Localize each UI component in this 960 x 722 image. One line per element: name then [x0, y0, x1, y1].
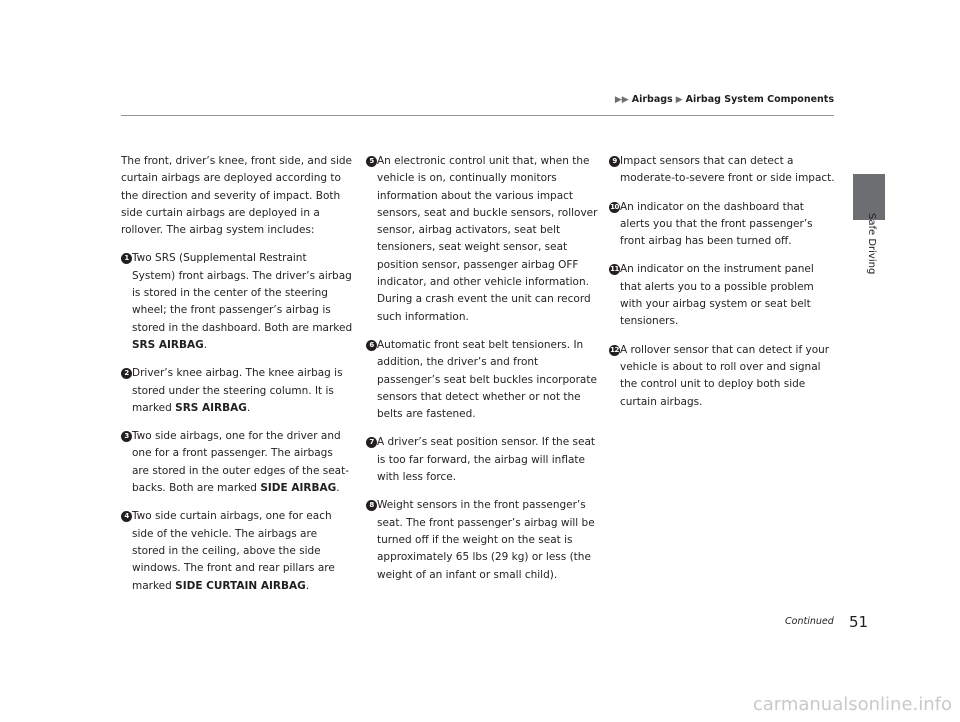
number-badge-icon: 10	[610, 202, 619, 211]
number-badge-icon: 3	[121, 431, 132, 442]
list-item: 10 An indicator on the dashboard that alerts you that the front passenger’s front airbag has been turned off.	[610, 200, 813, 248]
list-item: 4 Two side curtain airbags, one for each side of the vehicle. The airbags are stored in the ceiling, above the side windows. The front and rear pillars are marked SIDE CURTAIN AIRBAG.	[121, 508, 353, 594]
list-item: 5 An electronic control unit that, when the vehicle is on, continually monitors information about the various impact sensors, seat and buckle sensors, rollover sensor, airbag activators, seat belt tensioners, seat weight sensor, seat position sensor, passenger airbag OFF indicator, and other vehicle information. During a crash event the unit can record such information.	[366, 153, 598, 326]
list-item: 7 A driver’s seat position sensor. If the seat is too far forward, the airbag will inflate with less force.	[366, 434, 598, 486]
number-badge-icon: 7	[366, 437, 377, 448]
list-item: 12 A rollover sensor that can detect if your vehicle is about to roll over and signal the control unit to deploy both side curtain airbags.	[610, 343, 830, 408]
list-item: 8 Weight sensors in the front passenger’s seat. The front passenger’s airbag will be turned off if the weight on the seat is approximately 65 lbs (29 kg) or less (the weight of an infant or small child).	[366, 497, 598, 583]
number-badge-icon: 1	[121, 253, 132, 264]
number-badge-icon: 2	[121, 368, 132, 379]
column-2	[366, 153, 598, 595]
section-tab-label: Safe Driving	[866, 213, 877, 275]
number-badge-icon: 5	[366, 156, 377, 167]
number-badge-icon: 4	[121, 511, 132, 522]
number-badge-icon: 8	[366, 500, 377, 511]
breadcrumb	[615, 94, 834, 105]
header-rule	[121, 115, 834, 116]
breadcrumb-airbags-link[interactable]: Airbags	[631, 94, 673, 105]
watermark: carmanualsonline.info	[752, 694, 952, 715]
list-item: 3 Two side airbags, one for the driver and one for a front passenger. The airbags are stored in the outer edges of the seat-backs. Both are marked SIDE AIRBAG.	[121, 428, 353, 497]
continued-label: Continued	[785, 616, 834, 627]
breadcrumb-components-link[interactable]: Airbag System Components	[685, 94, 834, 105]
intro-paragraph: The front, driver’s knee, front side, and side curtain airbags are deployed according to the direction and severity of impact. Both side curtain airbags are deployed in a rollover. The airbag system includes:	[121, 155, 352, 237]
number-badge-icon: 12	[610, 345, 619, 354]
breadcrumb-arrow-icon: ▶	[675, 94, 683, 105]
list-item: 11 An indicator on the instrument panel that alerts you to a possible problem with your airbag system or seat belt tensioners.	[610, 263, 814, 328]
number-badge-icon: 9	[609, 156, 620, 167]
page-number: 51	[849, 613, 869, 631]
number-badge-icon: 6	[366, 340, 377, 351]
number-badge-icon: 11	[610, 265, 619, 274]
list-item: 2 Driver’s knee airbag. The knee airbag is stored under the steering column. It is marked SRS AIRBAG.	[121, 365, 353, 417]
list-item: 1 Two SRS (Supplemental Restraint System) front airbags. The driver’s airbag is stored in the center of the steering wheel; the front passenger’s airbag is stored in the dashboard. Both are marked SRS AIRBAG.	[121, 250, 353, 354]
column-1	[121, 153, 353, 606]
breadcrumb-arrow-icon: ▶▶	[614, 94, 629, 105]
column-3	[609, 153, 835, 422]
list-item: 6 Automatic front seat belt tensioners. In addition, the driver’s and front passenger’s seat belt buckles incorporate sensors that detect whether or not the belts are fastened.	[366, 337, 598, 423]
list-item: 9 Impact sensors that can detect a moderate-to-severe front or side impact.	[609, 153, 835, 188]
